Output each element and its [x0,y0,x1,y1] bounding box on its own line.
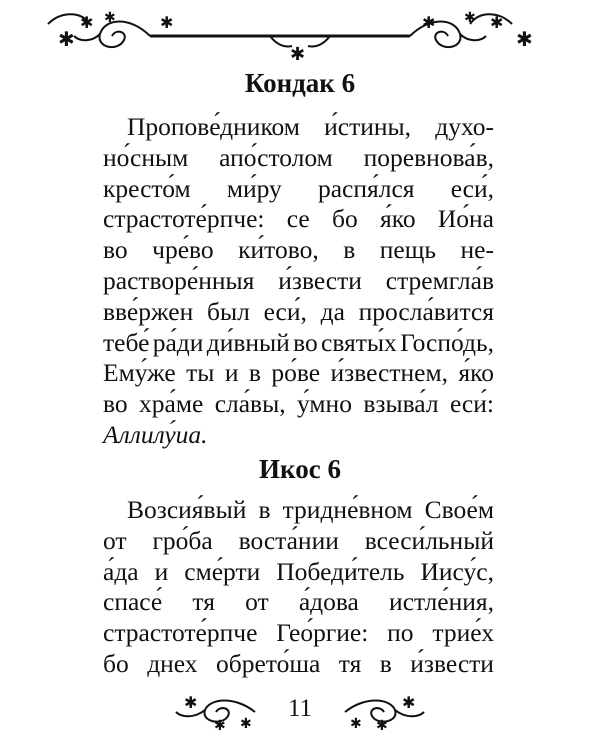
ikos-title: Икос 6 [259,454,341,484]
word: растворе́нныя [103,265,255,295]
word: истле́ния, [389,587,494,617]
word: се [286,204,310,234]
word: ди́вный [206,327,290,357]
word: во [293,327,318,357]
word: в [379,648,392,678]
kondak-text [103,112,494,451]
text-line [103,112,494,143]
word: Иису́с, [420,556,494,586]
word: тя [192,587,215,617]
word: и [154,556,169,586]
word: распя́лся [317,173,415,203]
alleluia-line: Аллилу́иа. [103,419,208,449]
word: Свое́м [424,495,494,524]
word: бо [331,204,358,234]
word: я́ко [380,204,416,234]
word: от [245,587,269,617]
word: у́мно [297,389,352,419]
flower-icon: ✱ [516,27,533,51]
word: не- [460,235,494,265]
word: кресто́м [103,173,191,203]
word: но́сным [103,142,189,172]
text-line [103,526,494,557]
text-line [103,297,494,328]
word: и́звести [278,265,362,295]
flower-icon: ✱ [214,718,226,732]
text-line [103,587,494,618]
text-line [103,143,494,174]
flower-icon: ✱ [350,716,362,732]
top-ornament [0,6,600,62]
word: вве́ржен [103,296,194,326]
word: был [206,296,250,326]
word: еси́, [263,296,307,326]
word: страстоте́рпче: [103,204,265,234]
flower-icon: ✱ [184,693,198,712]
word: апо́столом [219,142,333,172]
flower-icon: ✱ [160,13,174,32]
kondak-title: Кондак 6 [244,68,356,98]
word: и́звести [410,648,494,678]
flower-icon: ✱ [422,13,436,32]
flower-icon: ✱ [376,718,388,732]
word: во [103,389,128,419]
word: ки́тово, [238,235,319,265]
flower-icon: ✱ [290,44,306,62]
word: Возсия́вый [127,495,247,524]
text-line [103,618,494,649]
text-line [103,557,494,588]
word: в [258,495,271,524]
word: обрето́ша [216,648,321,678]
word: воста́нии [238,525,339,555]
word: Гео́ргие: [276,618,369,648]
text-line [103,328,494,359]
word: просла́вится [358,296,494,326]
word: взыва́л [363,389,439,419]
word: Ио́на [437,204,494,234]
word: гро́ба [152,525,213,555]
text-line [103,266,494,297]
word: я́ко [458,358,494,388]
word: и́звестнем, [330,358,448,388]
word: тридне́вном [282,495,413,524]
word: в [343,235,356,265]
word: Ему́же [103,358,176,388]
word: Пропове́дником [127,112,300,141]
word: бо [103,648,129,678]
flower-icon: ✱ [464,10,476,26]
word: а́дова [298,587,359,617]
text-line [103,174,494,205]
flower-icon: ✱ [80,13,94,32]
word: стремгла́в [385,265,494,295]
flower-icon: ✱ [402,693,416,712]
word: ты [186,358,215,388]
word: по [387,618,414,648]
word: Победи́тель [276,556,405,586]
word: тебе́ [103,327,150,357]
word: еси́, [450,173,494,203]
word: во [103,235,128,265]
page-number: 11 [287,695,313,722]
text-line [103,389,494,420]
flower-icon: ✱ [240,716,252,732]
text-line [103,649,494,680]
word: в [248,358,261,388]
word: ми́ру [226,173,282,203]
word: сла́вы, [214,389,286,419]
word: от [103,525,127,555]
text-line [103,235,494,266]
text-line [103,204,494,235]
flower-icon: ✱ [490,13,504,32]
word: трие́х [432,618,494,648]
word: днех [147,648,198,678]
flower-icon: ✱ [58,27,75,51]
word: ра́ди [152,327,204,357]
word: хра́ме [139,389,204,419]
text-line [103,495,494,526]
word: духо- [435,112,494,141]
word: а́да [103,556,139,586]
word: страстоте́рпче [103,618,258,648]
word: тя [338,648,362,678]
text-line [103,358,494,389]
ikos-text [103,495,494,680]
word: поревнова́в, [363,142,494,172]
word: ро́ве [271,358,321,388]
word: еси́: [449,389,494,419]
word: святы́х [321,327,397,357]
word: пещь [379,235,437,265]
word: да [320,296,345,326]
word: и [224,358,239,388]
word: спасе́ [103,587,163,617]
word: и́стины, [324,112,412,141]
word: сме́рти [184,556,261,586]
word: Госпо́дь, [400,327,494,357]
word: чре́во [152,235,214,265]
flower-icon: ✱ [104,10,116,26]
word: всеси́льный [364,525,494,555]
